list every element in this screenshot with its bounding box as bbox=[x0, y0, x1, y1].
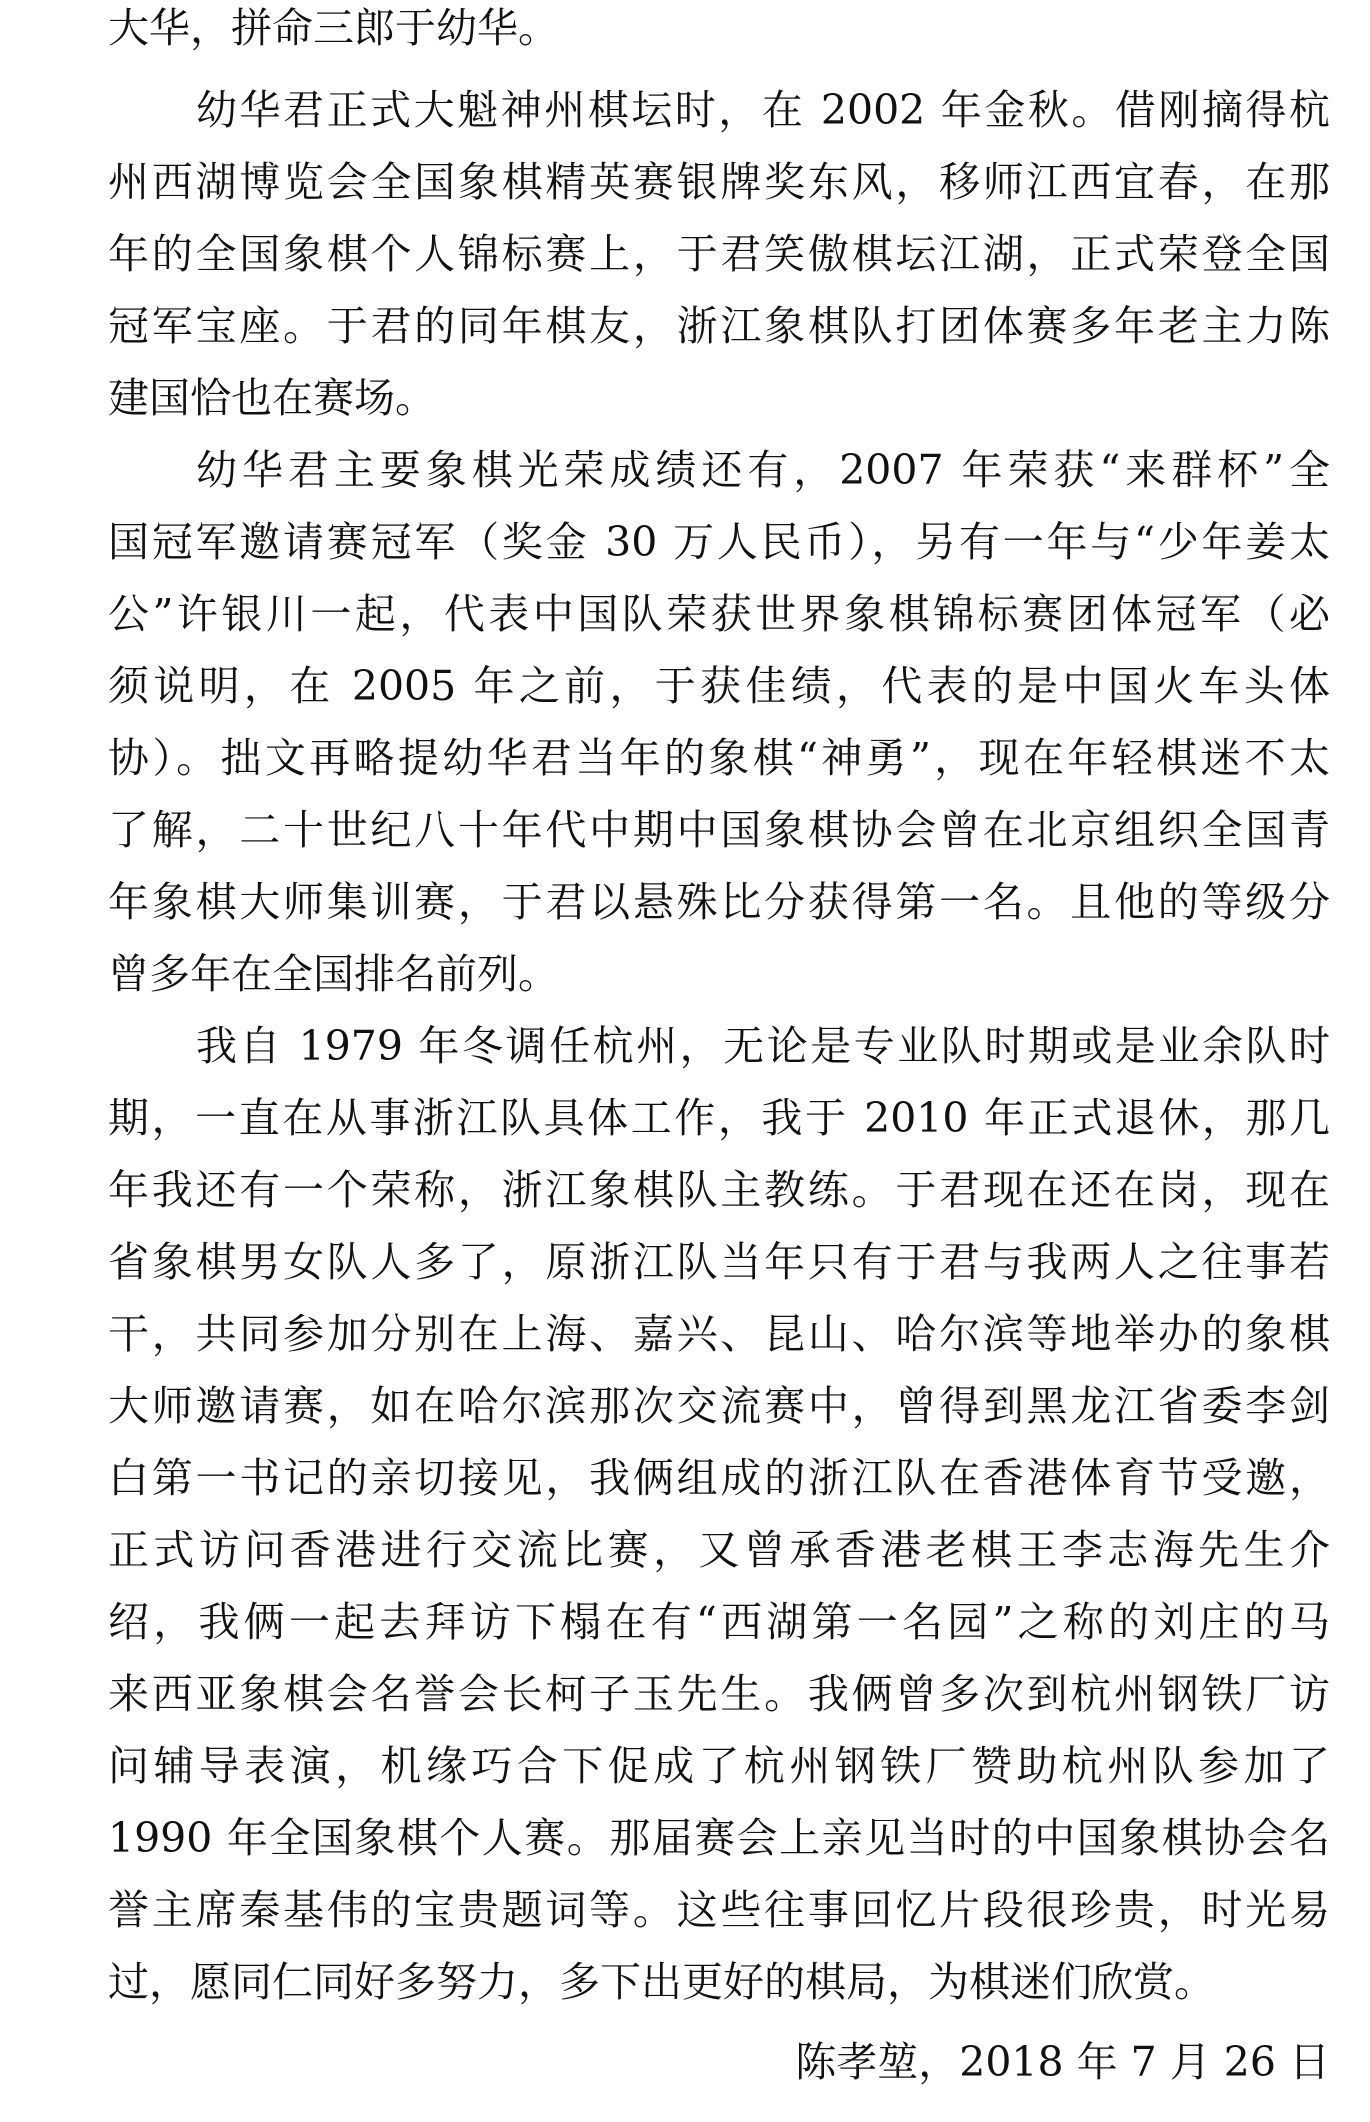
text-line: 问辅导表演，机缘巧合下促成了杭州钢铁厂赞助杭州队参加了 bbox=[108, 1742, 1330, 1790]
text-line: 年的全国象棋个人锦标赛上，于君笑傲棋坛江湖，正式荣登全国 bbox=[108, 230, 1330, 278]
signature-date: 陈孝堃，2018 年 7 月 26 日 bbox=[795, 2038, 1330, 2086]
text-line: 我自 1979 年冬调任杭州，无论是专业队时期或是业余队时 bbox=[196, 1022, 1330, 1070]
text-line: 过，愿同仁同好多努力，多下出更好的棋局，为棋迷们欣赏。 bbox=[108, 1958, 1215, 2006]
text-line: 誉主席秦基伟的宝贵题词等。这些往事回忆片段很珍贵，时光易 bbox=[108, 1886, 1330, 1934]
text-line: 幼华君正式大魁神州棋坛时，在 2002 年金秋。借刚摘得杭 bbox=[196, 86, 1330, 134]
text-line: 干，共同参加分别在上海、嘉兴、昆山、哈尔滨等地举办的象棋 bbox=[108, 1310, 1330, 1358]
text-line: 须说明，在 2005 年之前，于获佳绩，代表的是中国火车头体 bbox=[108, 662, 1330, 710]
text-line: 白第一书记的亲切接见，我俩组成的浙江队在香港体育节受邀， bbox=[108, 1454, 1330, 1502]
text-line: 1990 年全国象棋个人赛。那届赛会上亲见当时的中国象棋协会名 bbox=[108, 1814, 1330, 1862]
text-line: 年象棋大师集训赛，于君以悬殊比分获得第一名。且他的等级分 bbox=[108, 878, 1330, 926]
text-line: 大华，拼命三郎于幼华。 bbox=[108, 4, 559, 52]
text-line: 曾多年在全国排名前列。 bbox=[108, 950, 559, 998]
text-line: 正式访问香港进行交流比赛，又曾承香港老棋王李志海先生介 bbox=[108, 1526, 1330, 1574]
text-line: 期，一直在从事浙江队具体工作，我于 2010 年正式退休，那几 bbox=[108, 1094, 1330, 1142]
text-line: 绍，我俩一起去拜访下榻在有“西湖第一名园”之称的刘庄的马 bbox=[108, 1598, 1330, 1646]
text-line: 来西亚象棋会名誉会长柯子玉先生。我俩曾多次到杭州钢铁厂访 bbox=[108, 1670, 1330, 1718]
text-line: 大师邀请赛，如在哈尔滨那次交流赛中，曾得到黑龙江省委李剑 bbox=[108, 1382, 1330, 1430]
text-line: 公”许银川一起，代表中国队荣获世界象棋锦标赛团体冠军（必 bbox=[108, 590, 1330, 638]
text-line: 国冠军邀请赛冠军（奖金 30 万人民币），另有一年与“少年姜太 bbox=[108, 518, 1330, 566]
text-line: 建国恰也在赛场。 bbox=[108, 374, 436, 422]
text-line: 年我还有一个荣称，浙江象棋队主教练。于君现在还在岗，现在 bbox=[108, 1166, 1330, 1214]
text-line: 省象棋男女队人多了，原浙江队当年只有于君与我两人之往事若 bbox=[108, 1238, 1330, 1286]
text-line: 协）。拙文再略提幼华君当年的象棋“神勇”，现在年轻棋迷不太 bbox=[108, 734, 1330, 782]
text-line: 了解，二十世纪八十年代中期中国象棋协会曾在北京组织全国青 bbox=[108, 806, 1330, 854]
text-line: 州西湖博览会全国象棋精英赛银牌奖东风，移师江西宜春，在那 bbox=[108, 158, 1330, 206]
text-line: 幼华君主要象棋光荣成绩还有，2007 年荣获“来群杯”全 bbox=[196, 446, 1330, 494]
text-line: 冠军宝座。于君的同年棋友，浙江象棋队打团体赛多年老主力陈 bbox=[108, 302, 1330, 350]
